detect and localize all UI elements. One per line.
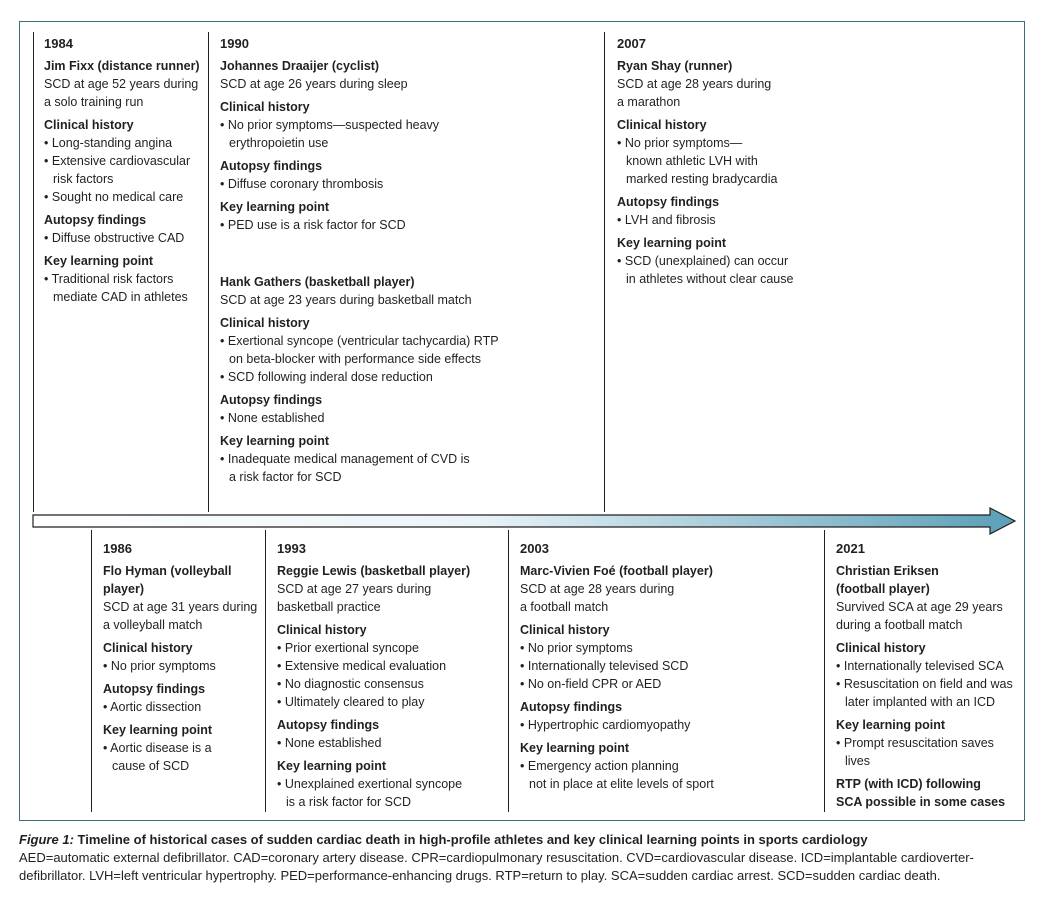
key-learning-item-text: Emergency action planning (527, 759, 679, 773)
case-year: 2007 (617, 36, 646, 51)
autopsy-finding-item-text: LVH and fibrosis (624, 213, 716, 227)
case-year: 2021 (836, 541, 865, 556)
key-learning-item (617, 252, 817, 288)
key-learning-heading: Key learning point (836, 718, 946, 732)
clinical-history-item-text: Extensive medical evaluation (284, 659, 447, 673)
key-learning-item-text: a risk factor for SCD (229, 470, 342, 484)
key-learning-item-text: not in place at elite levels of sport (529, 777, 714, 791)
event-description: basketball practice (277, 600, 381, 614)
clinical-history-item-text: erythropoietin use (229, 136, 329, 150)
key-learning-item-text: Inadequate medical management of CVD is (227, 452, 470, 466)
event-description: a football match (520, 600, 609, 614)
clinical-history-item-text: No prior symptoms—suspected heavy (227, 118, 440, 132)
case-reggie-lewis (277, 540, 502, 811)
caption-abbrev-2: defibrillator. LVH=left ventricular hypertrophy. PED=performance-enhancing drugs. RTP=return to play. SCA=sudden cardiac arrest. SCD=sudden cardiac death. (19, 868, 941, 883)
athlete-name: Ryan Shay (runner) (617, 59, 733, 73)
key-learning-item-text: cause of SCD (112, 759, 190, 773)
key-learning-heading: Key learning point (220, 434, 330, 448)
case-year: 2003 (520, 541, 549, 556)
clinical-history-heading: Clinical history (277, 623, 367, 637)
athlete-name: Christian Eriksen (836, 564, 939, 578)
clinical-history-item-text: Long-standing angina (51, 136, 173, 150)
clinical-history-item (617, 134, 817, 188)
clinical-history-item (277, 675, 502, 693)
key-learning-item (277, 775, 502, 811)
key-learning-heading: Key learning point (617, 236, 727, 250)
autopsy-findings-heading: Autopsy findings (220, 159, 323, 173)
case-flo-hyman (103, 540, 263, 775)
figure-label: Figure 1: (19, 832, 74, 847)
additional-note-text: SCA possible in some cases (836, 795, 1006, 809)
key-learning-item (220, 216, 600, 234)
event-description: a volleyball match (103, 618, 203, 632)
clinical-history-item-text: No diagnostic consensus (284, 677, 424, 691)
athlete-name: Hank Gathers (basketball player) (220, 275, 415, 289)
clinical-history-heading: Clinical history (520, 623, 610, 637)
clinical-history-item (836, 657, 1021, 675)
clinical-history-item-text: on beta-blocker with performance side effects (229, 352, 481, 366)
autopsy-findings-heading: Autopsy findings (220, 393, 323, 407)
figure-caption (19, 831, 1034, 885)
event-description: SCD at age 26 years during sleep (220, 77, 408, 91)
case-year: 1986 (103, 541, 132, 556)
athlete-name: player) (103, 582, 144, 596)
clinical-history-item (44, 188, 206, 206)
additional-note (836, 775, 1021, 811)
autopsy-finding-item-text: Hypertrophic cardiomyopathy (527, 718, 691, 732)
clinical-history-item (520, 639, 770, 657)
case-johannes-draaijer (220, 35, 600, 234)
case-hank-gathers (220, 273, 600, 486)
case-year: 1984 (44, 36, 73, 51)
autopsy-findings-heading: Autopsy findings (44, 213, 147, 227)
clinical-history-item (277, 657, 502, 675)
clinical-history-item (520, 657, 770, 675)
clinical-history-item-text: Internationally televised SCA (843, 659, 1004, 673)
autopsy-finding-item-text: None established (227, 411, 325, 425)
clinical-history-item (220, 116, 600, 152)
autopsy-finding-item (277, 734, 502, 752)
connector-2007 (604, 32, 605, 512)
caption-title (19, 831, 1034, 849)
athlete-name: Marc-Vivien Foé (football player) (520, 564, 713, 578)
autopsy-findings-heading: Autopsy findings (103, 682, 206, 696)
clinical-history-item (220, 332, 600, 368)
key-learning-heading: Key learning point (220, 200, 330, 214)
additional-note-text: RTP (with ICD) following (836, 777, 981, 791)
clinical-history-item-text: No prior symptoms— (624, 136, 743, 150)
key-learning-item-text: Prompt resuscitation saves (843, 736, 994, 750)
timeline-arrow (32, 506, 1017, 536)
clinical-history-item-text: marked resting bradycardia (626, 172, 778, 186)
clinical-history-item-text: Prior exertional syncope (284, 641, 419, 655)
clinical-history-item-text: Sought no medical care (51, 190, 184, 204)
clinical-history-item (44, 152, 206, 188)
caption-title-text: Timeline of historical cases of sudden cardiac death in high-profile athletes and key clinical learning points in sports cardiology (73, 832, 868, 847)
autopsy-finding-item (44, 229, 206, 247)
connector-1986 (91, 530, 92, 812)
clinical-history-item-text: known athletic LVH with (626, 154, 758, 168)
autopsy-finding-item-text: Diffuse coronary thrombosis (227, 177, 384, 191)
key-learning-item-text: SCD (unexplained) can occur (624, 254, 789, 268)
clinical-history-item-text: Ultimately cleared to play (284, 695, 425, 709)
autopsy-finding-item (220, 175, 600, 193)
athlete-name: Reggie Lewis (basketball player) (277, 564, 471, 578)
clinical-history-heading: Clinical history (220, 100, 310, 114)
connector-1984 (33, 32, 34, 512)
event-description: SCD at age 52 years during (44, 77, 199, 91)
key-learning-item-text: Traditional risk factors (51, 272, 174, 286)
key-learning-heading: Key learning point (277, 759, 387, 773)
autopsy-findings-heading: Autopsy findings (617, 195, 720, 209)
clinical-history-heading: Clinical history (836, 641, 926, 655)
key-learning-item (836, 734, 1021, 770)
athlete-name: Jim Fixx (distance runner) (44, 59, 200, 73)
autopsy-finding-item (103, 698, 263, 716)
clinical-history-heading: Clinical history (103, 641, 193, 655)
clinical-history-item-text: No prior symptoms (527, 641, 633, 655)
autopsy-findings-heading: Autopsy findings (520, 700, 623, 714)
key-learning-item-text: Aortic disease is a (110, 741, 212, 755)
key-learning-item (520, 757, 770, 793)
key-learning-item (44, 270, 206, 306)
clinical-history-heading: Clinical history (617, 118, 707, 132)
key-learning-item (220, 450, 600, 486)
key-learning-item (103, 739, 263, 775)
event-description: SCD at age 31 years during (103, 600, 258, 614)
clinical-history-item-text: later implanted with an ICD (845, 695, 996, 709)
clinical-history-heading: Clinical history (44, 118, 134, 132)
clinical-history-item-text: Internationally televised SCD (527, 659, 689, 673)
autopsy-finding-item (520, 716, 770, 734)
key-learning-item-text: lives (845, 754, 871, 768)
event-description: SCD at age 23 years during basketball match (220, 293, 472, 307)
autopsy-finding-item-text: Diffuse obstructive CAD (51, 231, 185, 245)
clinical-history-item (520, 675, 770, 693)
autopsy-finding-item-text: Aortic dissection (110, 700, 202, 714)
autopsy-finding-item (617, 211, 817, 229)
autopsy-finding-item-text: None established (284, 736, 382, 750)
connector-1990 (208, 32, 209, 512)
clinical-history-item-text: Exertional syncope (ventricular tachycardia) RTP (227, 334, 499, 348)
event-description: during a football match (836, 618, 963, 632)
event-description: SCD at age 28 years during (617, 77, 772, 91)
key-learning-heading: Key learning point (103, 723, 213, 737)
caption-abbrev-1: AED=automatic external defibrillator. CAD=coronary artery disease. CPR=cardiopulmonary resuscitation. CVD=cardiovascular disease. ICD=implantable cardioverter- (19, 850, 974, 865)
event-description: a marathon (617, 95, 681, 109)
clinical-history-item-text: Resuscitation on field and was (843, 677, 1013, 691)
case-christian-eriksen (836, 540, 1021, 811)
clinical-history-item (836, 675, 1021, 711)
autopsy-findings-heading: Autopsy findings (277, 718, 380, 732)
key-learning-heading: Key learning point (44, 254, 154, 268)
athlete-name: Flo Hyman (volleyball (103, 564, 232, 578)
key-learning-item-text: in athletes without clear cause (626, 272, 794, 286)
connector-2021 (824, 530, 825, 812)
clinical-history-item (103, 657, 263, 675)
clinical-history-item-text: SCD following inderal dose reduction (227, 370, 433, 384)
case-year: 1993 (277, 541, 306, 556)
connector-1993 (265, 530, 266, 812)
clinical-history-item (277, 639, 502, 657)
event-description: SCD at age 27 years during (277, 582, 432, 596)
event-description: Survived SCA at age 29 years (836, 600, 1003, 614)
clinical-history-item-text: risk factors (53, 172, 114, 186)
event-description: SCD at age 28 years during (520, 582, 675, 596)
clinical-history-heading: Clinical history (220, 316, 310, 330)
clinical-history-item (44, 134, 206, 152)
event-description: a solo training run (44, 95, 144, 109)
connector-2003 (508, 530, 509, 812)
key-learning-item-text: is a risk factor for SCD (286, 795, 412, 809)
key-learning-item-text: mediate CAD in athletes (53, 290, 188, 304)
clinical-history-item-text: No prior symptoms (110, 659, 216, 673)
clinical-history-item (220, 368, 600, 386)
key-learning-item-text: PED use is a risk factor for SCD (227, 218, 406, 232)
autopsy-finding-item (220, 409, 600, 427)
case-jim-fixx (44, 35, 206, 306)
case-ryan-shay (617, 35, 817, 288)
athlete-name: Johannes Draaijer (cyclist) (220, 59, 380, 73)
case-year: 1990 (220, 36, 249, 51)
athlete-name: (football player) (836, 582, 930, 596)
clinical-history-item (277, 693, 502, 711)
clinical-history-item-text: No on-field CPR or AED (527, 677, 662, 691)
case-marc-vivien-foe (520, 540, 770, 793)
clinical-history-item-text: Extensive cardiovascular (51, 154, 191, 168)
key-learning-item-text: Unexplained exertional syncope (284, 777, 463, 791)
key-learning-heading: Key learning point (520, 741, 630, 755)
